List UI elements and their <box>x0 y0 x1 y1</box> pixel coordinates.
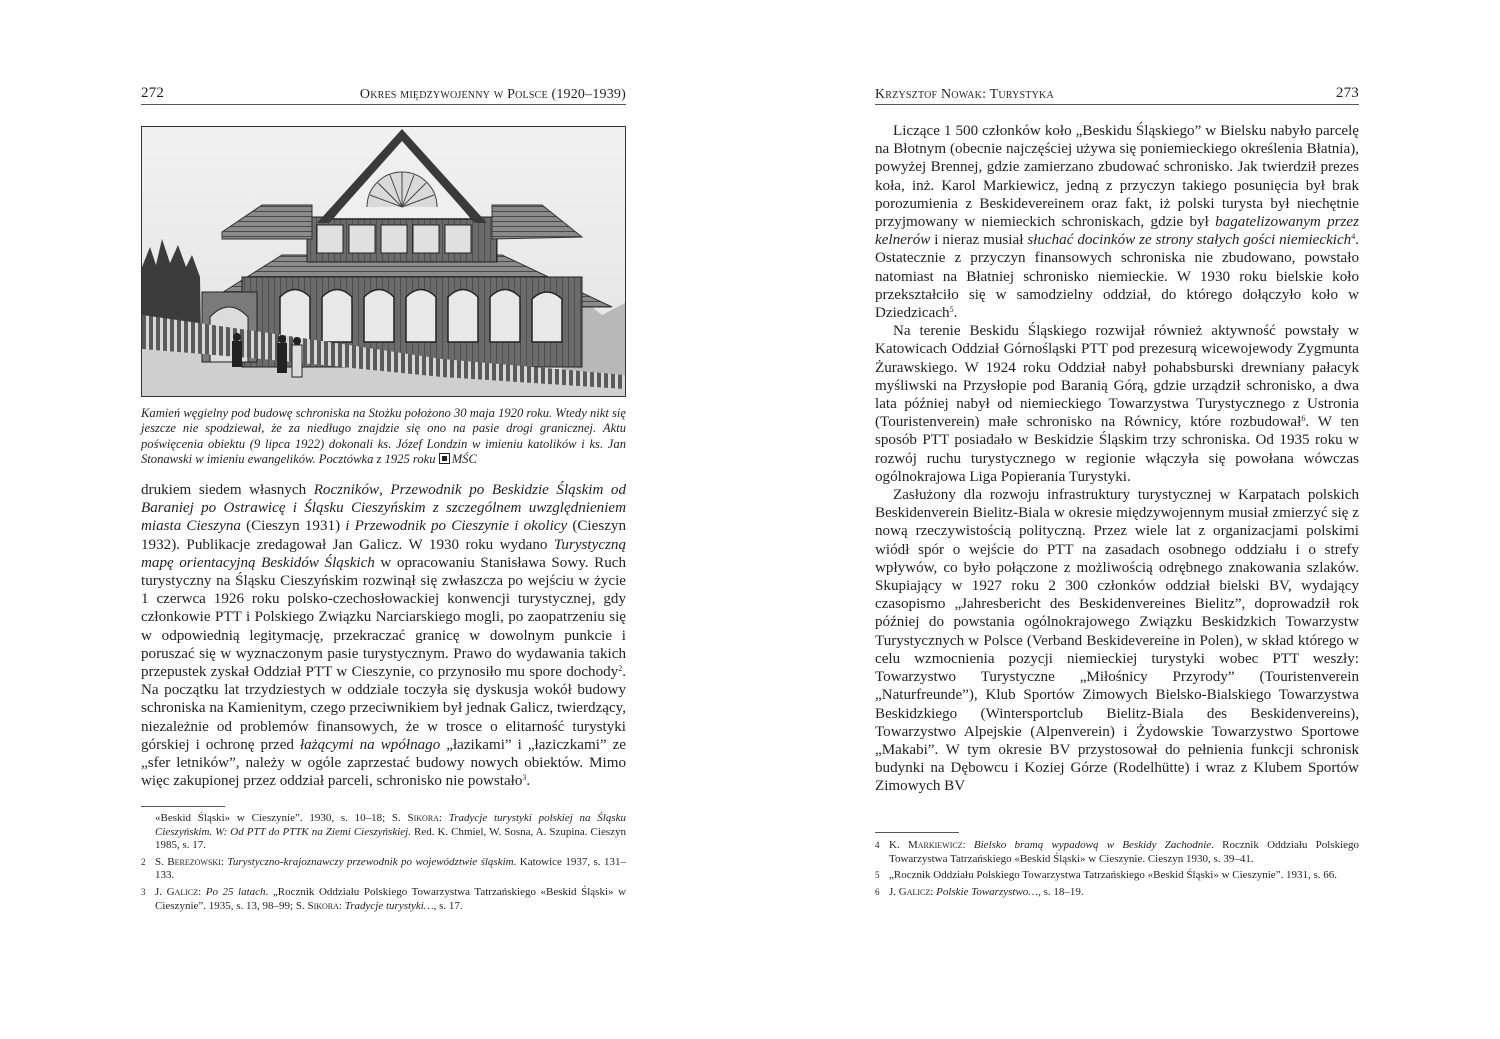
footnote-text: K. Markiewicz: Bielsko bramą wypadową w Beskidy Zachodnie. Rocznik Oddziału Polskiego Towarzystwa Tatrzańskiego «Beskid Śląski» w Cieszynie. Cieszyn 1930, s. 39–41. <box>889 839 1360 865</box>
right-running-header <box>875 84 1359 105</box>
footnote-text: „Rocznik Oddziału Polskiego Towarzystwa Tatrzańskiego «Beskid Śląski» w Cieszynie”. 1931, s. 66. <box>889 869 1338 882</box>
right-body-paragraph: Na terenie Beskidu Śląskiego rozwijał również aktywność powstały w Katowicach Oddział Górnośląski PTT pod prezesurą wicewojewody Zygmunta Żurawskiego. W 1924 roku Oddział nabył pohabsburski drewniany pałacyk myśliwski na Przysłopie pod Baranią Górą, gdzie urządził schronisko, a dwa lata później nabył od niemieckiego Towarzystwa Turystycznego z Ustronia (Touristenverein) małe schronisko na Równicy, które rozbudował$^6$. W ten sposób PTT posiadało w Beskidzie Śląskim trzy schroniska. Od 1935 roku w rozwój ruchu turystycznego w regionie włączyła się powołana wówczas ogólnokrajowa Liga Popierania Turystyki. <box>875 323 1359 485</box>
footnote-text: S. Berezowski: Turystyczno-krajoznawczy przewodnik po województwie śląskim. Katowice 1937, s. 131–133. <box>155 855 626 882</box>
right-body-paragraph: Zasłużony dla rozwoju infrastruktury turystycznej w Karpatach polskich Beskidenverein Bielitz-Biala w okresie międzywojennym musiał zmierzyć się z nową rzeczywistością polityczną. Przez wiele lat z organizacjami polskimi wiódł spór o wejście do PTT na zasadach osobnego oddziału i o strefy wpływów, co było połączone z możliwością odrębnego znakowania szlaków. Skupiający w 1927 roku 2 300 członków oddział bielski BV, wydający czasopismo „Jahresbericht des Beskidenvereines Bielitz”, doprowadził rok później do powstania ogólnokrajowego Związku Beskidzkich Towarzystw Turystycznych w Polsce (Verband Beskidevereine in Polen), w skład którego w celu wzmocnienia pozycji niemieckiej turystyki wobec PTT weszły: Towarzystwo Turystyczne „Miłośnicy Przyrody” (Touristenverein „Naturfreunde”), Klub Sportów Zimowych Bielsko-Bialskiego Towarzystwa Beskidzkiego (Wintersportclub Bielitz-Biala des Beskidenvereins), Towarzystwo Alpejskie (Alpenverein) i Żydowskie Towarzystwo Sportowe „Makabi”. W tym okresie BV przystosował do pełnienia funkcji schronisk budynki na Dębowcu i Koziej Górze (Rodelhütte) i wraz z Klubem Sportów Zimowych BV <box>875 487 1359 795</box>
footnote-text: «Beskid Śląski» w Cieszynie”. 1930, s. 10–18; S. Sikora: Tradycje turystyki polskiej na Śląsku Cieszyńskim. W: Od PTT do PTTK na Ziemi Cieszyńskiej. Red. K. Chmiel, W. Sosna, A. Szupina. Cieszyn 1985, s. 17. <box>155 812 626 852</box>
footnote-number: 3 <box>141 886 146 897</box>
left-body-text <box>141 481 626 790</box>
right-body-paragraph: Liczące 1 500 członków koło „Beskidu Śląskiego” w Bielsku nabyło parcelę na Błotnym (obecnie najczęściej używa się poniemieckiego określenia Błatnia), powyżej Brennej, gdzie zamierzano zbudować schronisko. Jak twierdził prezes koła, inż. Karol Markiewicz, jedną z przyczyn takiego posunięcia był brak porozumienia z Beskidevereinem oraz fakt, iż polski turysta był niechętnie przyjmowany w niemieckich schroniskach, gdzie był bagatelizowanym przez kelnerów i nieraz musiał słuchać docinków ze strony stałych gości niemieckich$^4$. Ostatecznie z przyczyn finansowych schroniska nie zbudowano, powstało natomiast na Błatniej schronisko niemieckie. W 1930 roku bielskie koło przekształciło się w samodzielny oddział, do którego dołączyło koło w Dziedzicach$^5$. <box>875 123 1359 322</box>
footnote <box>141 812 626 853</box>
footnote <box>875 886 1359 900</box>
footnote-number: 2 <box>141 856 146 867</box>
footnote-number: 4 <box>875 840 880 850</box>
footnote <box>875 869 1359 883</box>
photo-caption-text: Kamień węgielny pod budowę schroniska na Stożku położono 30 maja 1920 roku. Wtedy nikt się jeszcze nie spodziewał, że za niedługo znajdzie się ono na pasie drogi granicznej. Aktu poświęcenia obiektu (9 lipca 1922) dokonali ks. Józef Londzin w imieniu katolików i ks. Jan Stonawski w imieniu ewangelików. Pocztówka z 1925 roku <box>141 406 626 467</box>
left-running-header <box>141 84 626 105</box>
left-page-number: 272 <box>141 85 165 101</box>
footnote-text: J. Galicz: Po 25 latach. „Rocznik Oddziału Polskiego Towarzystwa Tatrzańskiego «Beskid Śląski» w Cieszynie”. 1935, s. 13, 98–99; S. Sikora: Tradycje turystyki…, s. 17. <box>155 885 627 912</box>
left-footnote-rule <box>141 806 225 807</box>
left-body-paragraph: drukiem siedem własnych Roczników, Przewodnik po Beskidzie Śląskim od Baraniej po Ostrawicę i Śląsku Cieszyńskim z szczególnem uwzględnieniem miasta Cieszyna (Cieszyn 1931) i Przewodnik po Cieszynie i okolicy (Cieszyn 1932). Publikacje zredagował Jan Galicz. W 1930 roku wydano Turystyczną mapę orientacyjną Beskidów Śląskich w opracowaniu Stanisława Sowy. Ruch turystyczny na Śląsku Cieszyńskim rozwinął się zwłaszcza po wejściu w życie 1 czerwca 1926 roku polsko-czechosłowackiej konwencji turystycznej, gdy członkowie PTT i Polskiego Związku Narciarskiego mogli, po zaopatrzeniu się w odpowiednią legitymację, przekraczać granicę w dowolnym punkcie i poruszać się w wyznaczonym pasie turystycznym. Prawo do wydawania takich przepustek zyskał Oddział PTT w Cieszynie, co przynosiło mu spore dochody$^2$. Na początku lat trzydziestych w oddziale toczyła się dyskusja wokół budowy schroniska na Kamienitym, czego przeciwnikiem był jednak Galicz, twierdzący, niezależnie od problemów finansowych, że w trosce o elitarność turystyki górskiej i ochronę przed łażącymi na wpółnago „łazikami” i „łaziczkami” ze „sfer letników”, należy w ogóle zaprzestać budowy nowych obiektów. Mimo więc zakupionej przez oddział parceli, schronisko nie powstało$^3$. <box>141 482 627 790</box>
photo-caption <box>141 406 626 468</box>
footnote <box>141 886 626 913</box>
footnote <box>875 839 1359 866</box>
footnote <box>141 856 626 883</box>
right-running-title: Krzysztof Nowak: Turystyka <box>875 87 1054 102</box>
left-page <box>141 0 626 1039</box>
footnote-number: 6 <box>875 886 880 897</box>
right-page-number: 273 <box>1335 85 1359 101</box>
right-footnotes <box>875 839 1359 902</box>
photo-credit: MŚC <box>451 452 477 467</box>
right-page <box>875 0 1359 1039</box>
footnote-number: 5 <box>875 870 880 881</box>
right-footnote-rule <box>875 832 959 833</box>
copyright-icon <box>439 453 450 464</box>
footnote-text: J. Galicz: Polskie Towarzystwo…, s. 18–19. <box>889 885 1084 898</box>
left-running-title: Okres międzywojenny w Polsce (1920–1939) <box>359 87 626 102</box>
left-footnotes <box>141 812 626 916</box>
postcard-photo-chalet <box>141 126 626 397</box>
right-body-text <box>875 122 1359 796</box>
